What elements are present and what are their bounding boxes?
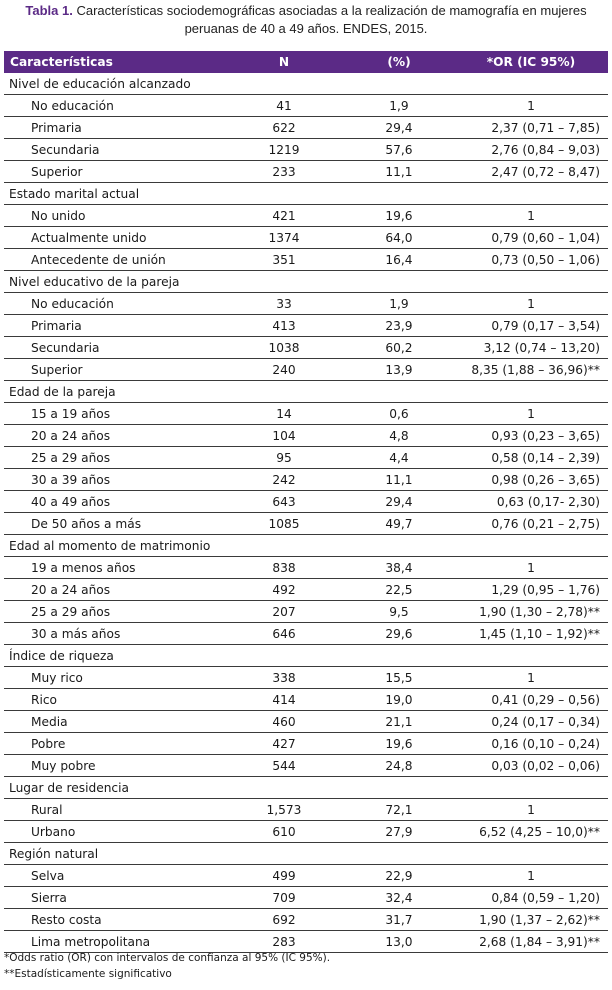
cell-n: 95 xyxy=(224,447,344,469)
cell-or-ci: 0,73 (0,50 – 1,06) xyxy=(454,249,608,271)
cell-percent: 1,9 xyxy=(344,293,454,315)
cell-characteristic: 25 a 29 años xyxy=(4,601,224,623)
cell-or-ci: 2,76 (0,84 – 9,03) xyxy=(454,139,608,161)
cell-n: 14 xyxy=(224,403,344,425)
cell-percent: 11,1 xyxy=(344,469,454,491)
cell-n: 414 xyxy=(224,689,344,711)
cell-n: 41 xyxy=(224,95,344,117)
cell-percent: 11,1 xyxy=(344,161,454,183)
cell-or-ci: 0,79 (0,60 – 1,04) xyxy=(454,227,608,249)
cell-n: 421 xyxy=(224,205,344,227)
cell-or-ci: 0,79 (0,17 – 3,54) xyxy=(454,315,608,337)
cell-n: 646 xyxy=(224,623,344,645)
table-row xyxy=(4,579,608,601)
cell-or-ci: 2,68 (1,84 – 3,91)** xyxy=(454,931,608,953)
cell-n: 1374 xyxy=(224,227,344,249)
table-row xyxy=(4,513,608,535)
cell-percent: 13,9 xyxy=(344,359,454,381)
cell-percent: 29,4 xyxy=(344,117,454,139)
cell-characteristic: Media xyxy=(4,711,224,733)
cell-or-ci: 1,29 (0,95 – 1,76) xyxy=(454,579,608,601)
table-row xyxy=(4,249,608,271)
cell-characteristic: Muy pobre xyxy=(4,755,224,777)
cell-percent: 16,4 xyxy=(344,249,454,271)
cell-percent: 24,8 xyxy=(344,755,454,777)
cell-percent: 1,9 xyxy=(344,95,454,117)
table-row xyxy=(4,293,608,315)
cell-characteristic: 20 a 24 años xyxy=(4,425,224,447)
footnotes xyxy=(4,950,608,982)
cell-characteristic: De 50 años a más xyxy=(4,513,224,535)
cell-n: 1038 xyxy=(224,337,344,359)
cell-n: 838 xyxy=(224,557,344,579)
cell-characteristic: Primaria xyxy=(4,117,224,139)
section-title: Nivel educativo de la pareja xyxy=(4,271,608,293)
cell-percent: 32,4 xyxy=(344,887,454,909)
footnote-significance: **Estadísticamente significativo xyxy=(4,968,172,980)
cell-percent: 13,0 xyxy=(344,931,454,953)
cell-percent: 31,7 xyxy=(344,909,454,931)
cell-characteristic: No educación xyxy=(4,293,224,315)
cell-or-ci: 1 xyxy=(454,95,608,117)
table-row xyxy=(4,359,608,381)
cell-or-ci: 0,58 (0,14 – 2,39) xyxy=(454,447,608,469)
table-row xyxy=(4,887,608,909)
section-row xyxy=(4,843,608,865)
cell-n: 104 xyxy=(224,425,344,447)
table-row xyxy=(4,161,608,183)
cell-n: 233 xyxy=(224,161,344,183)
cell-characteristic: Muy rico xyxy=(4,667,224,689)
cell-percent: 19,6 xyxy=(344,733,454,755)
cell-or-ci: 1 xyxy=(454,205,608,227)
cell-characteristic: Secundaria xyxy=(4,139,224,161)
cell-characteristic: No educación xyxy=(4,95,224,117)
cell-or-ci: 0,84 (0,59 – 1,20) xyxy=(454,887,608,909)
data-table xyxy=(4,51,608,953)
section-title: Nivel de educación alcanzado xyxy=(4,73,608,95)
cell-n: 460 xyxy=(224,711,344,733)
cell-n: 692 xyxy=(224,909,344,931)
cell-characteristic: 40 a 49 años xyxy=(4,491,224,513)
cell-characteristic: No unido xyxy=(4,205,224,227)
cell-characteristic: Antecedente de unión xyxy=(4,249,224,271)
section-row xyxy=(4,183,608,205)
cell-characteristic: Resto costa xyxy=(4,909,224,931)
cell-or-ci: 2,47 (0,72 – 8,47) xyxy=(454,161,608,183)
cell-n: 240 xyxy=(224,359,344,381)
footnote-odds-ratio: *Odds ratio (OR) con intervalos de confianza al 95% (IC 95%). xyxy=(4,952,331,964)
cell-or-ci: 0,98 (0,26 – 3,65) xyxy=(454,469,608,491)
cell-characteristic: Selva xyxy=(4,865,224,887)
cell-or-ci: 0,24 (0,17 – 0,34) xyxy=(454,711,608,733)
table-row xyxy=(4,227,608,249)
cell-n: 544 xyxy=(224,755,344,777)
table-row xyxy=(4,557,608,579)
cell-n: 351 xyxy=(224,249,344,271)
section-row xyxy=(4,271,608,293)
cell-percent: 4,8 xyxy=(344,425,454,447)
table-caption xyxy=(0,2,612,42)
table-row xyxy=(4,601,608,623)
cell-percent: 60,2 xyxy=(344,337,454,359)
cell-n: 427 xyxy=(224,733,344,755)
cell-characteristic: Superior xyxy=(4,161,224,183)
table-header-row xyxy=(4,51,608,73)
cell-percent: 27,9 xyxy=(344,821,454,843)
cell-characteristic: 25 a 29 años xyxy=(4,447,224,469)
cell-characteristic: 20 a 24 años xyxy=(4,579,224,601)
cell-percent: 38,4 xyxy=(344,557,454,579)
cell-or-ci: 8,35 (1,88 – 36,96)** xyxy=(454,359,608,381)
table-row xyxy=(4,799,608,821)
table-body xyxy=(4,73,608,953)
section-title: Estado marital actual xyxy=(4,183,608,205)
section-title: Región natural xyxy=(4,843,608,865)
table-caption-text: Características sociodemográficas asociadas a la realización de mamografía en mujeres peruanas de 40 a 49 años. ENDES, 2015. xyxy=(76,3,587,36)
cell-percent: 4,4 xyxy=(344,447,454,469)
cell-n: 338 xyxy=(224,667,344,689)
cell-n: 622 xyxy=(224,117,344,139)
cell-or-ci: 0,76 (0,21 – 2,75) xyxy=(454,513,608,535)
cell-or-ci: 0,03 (0,02 – 0,06) xyxy=(454,755,608,777)
section-row xyxy=(4,777,608,799)
table-row xyxy=(4,909,608,931)
cell-or-ci: 1 xyxy=(454,799,608,821)
cell-or-ci: 1 xyxy=(454,293,608,315)
section-row xyxy=(4,535,608,557)
section-row xyxy=(4,645,608,667)
cell-or-ci: 0,16 (0,10 – 0,24) xyxy=(454,733,608,755)
table-row xyxy=(4,403,608,425)
section-row xyxy=(4,73,608,95)
cell-n: 242 xyxy=(224,469,344,491)
table-row xyxy=(4,425,608,447)
cell-characteristic: Superior xyxy=(4,359,224,381)
cell-n: 499 xyxy=(224,865,344,887)
table-row xyxy=(4,733,608,755)
cell-n: 283 xyxy=(224,931,344,953)
cell-n: 413 xyxy=(224,315,344,337)
section-title: Lugar de residencia xyxy=(4,777,608,799)
cell-n: 610 xyxy=(224,821,344,843)
cell-n: 1,573 xyxy=(224,799,344,821)
cell-percent: 29,4 xyxy=(344,491,454,513)
cell-characteristic: Secundaria xyxy=(4,337,224,359)
cell-or-ci: 0,63 (0,17- 2,30) xyxy=(454,491,608,513)
cell-characteristic: 30 a más años xyxy=(4,623,224,645)
cell-characteristic: Lima metropolitana xyxy=(4,931,224,953)
cell-or-ci: 2,37 (0,71 – 7,85) xyxy=(454,117,608,139)
table-row xyxy=(4,623,608,645)
cell-percent: 23,9 xyxy=(344,315,454,337)
cell-n: 709 xyxy=(224,887,344,909)
table-row xyxy=(4,337,608,359)
cell-characteristic: 19 a menos años xyxy=(4,557,224,579)
table-row xyxy=(4,865,608,887)
table-row xyxy=(4,447,608,469)
table-row xyxy=(4,689,608,711)
cell-or-ci: 0,93 (0,23 – 3,65) xyxy=(454,425,608,447)
header-percent: (%) xyxy=(344,51,454,73)
cell-characteristic: Pobre xyxy=(4,733,224,755)
cell-percent: 57,6 xyxy=(344,139,454,161)
cell-or-ci: 6,52 (4,25 – 10,0)** xyxy=(454,821,608,843)
table-caption-label: Tabla 1. xyxy=(25,3,73,18)
cell-n: 492 xyxy=(224,579,344,601)
table-row xyxy=(4,205,608,227)
cell-percent: 64,0 xyxy=(344,227,454,249)
cell-or-ci: 1,90 (1,30 – 2,78)** xyxy=(454,601,608,623)
cell-characteristic: Primaria xyxy=(4,315,224,337)
section-title: Edad de la pareja xyxy=(4,381,608,403)
cell-characteristic: 30 a 39 años xyxy=(4,469,224,491)
cell-percent: 72,1 xyxy=(344,799,454,821)
cell-n: 643 xyxy=(224,491,344,513)
section-title: Edad al momento de matrimonio xyxy=(4,535,608,557)
section-title: Índice de riqueza xyxy=(4,645,608,667)
cell-characteristic: Actualmente unido xyxy=(4,227,224,249)
cell-characteristic: Sierra xyxy=(4,887,224,909)
cell-or-ci: 1 xyxy=(454,667,608,689)
table-row xyxy=(4,117,608,139)
table-row xyxy=(4,755,608,777)
cell-n: 1219 xyxy=(224,139,344,161)
cell-percent: 0,6 xyxy=(344,403,454,425)
cell-n: 1085 xyxy=(224,513,344,535)
table-row xyxy=(4,315,608,337)
cell-percent: 15,5 xyxy=(344,667,454,689)
cell-or-ci: 1 xyxy=(454,557,608,579)
cell-or-ci: 1 xyxy=(454,865,608,887)
cell-or-ci: 1,90 (1,37 – 2,62)** xyxy=(454,909,608,931)
table-row xyxy=(4,821,608,843)
table-row xyxy=(4,139,608,161)
table-row xyxy=(4,469,608,491)
cell-percent: 22,5 xyxy=(344,579,454,601)
cell-characteristic: Rico xyxy=(4,689,224,711)
cell-percent: 29,6 xyxy=(344,623,454,645)
header-characteristics: Características xyxy=(4,51,224,73)
cell-percent: 19,6 xyxy=(344,205,454,227)
table-row xyxy=(4,711,608,733)
cell-or-ci: 3,12 (0,74 – 13,20) xyxy=(454,337,608,359)
table-row xyxy=(4,491,608,513)
cell-characteristic: Urbano xyxy=(4,821,224,843)
cell-or-ci: 1,45 (1,10 – 1,92)** xyxy=(454,623,608,645)
table-row xyxy=(4,667,608,689)
cell-percent: 21,1 xyxy=(344,711,454,733)
cell-or-ci: 1 xyxy=(454,403,608,425)
header-n: N xyxy=(224,51,344,73)
table-row xyxy=(4,95,608,117)
cell-percent: 22,9 xyxy=(344,865,454,887)
cell-n: 33 xyxy=(224,293,344,315)
data-table-container xyxy=(4,51,608,953)
cell-percent: 49,7 xyxy=(344,513,454,535)
cell-percent: 19,0 xyxy=(344,689,454,711)
header-or-ci: *OR (IC 95%) xyxy=(454,51,608,73)
section-row xyxy=(4,381,608,403)
cell-characteristic: 15 a 19 años xyxy=(4,403,224,425)
cell-percent: 9,5 xyxy=(344,601,454,623)
cell-n: 207 xyxy=(224,601,344,623)
cell-characteristic: Rural xyxy=(4,799,224,821)
cell-or-ci: 0,41 (0,29 – 0,56) xyxy=(454,689,608,711)
